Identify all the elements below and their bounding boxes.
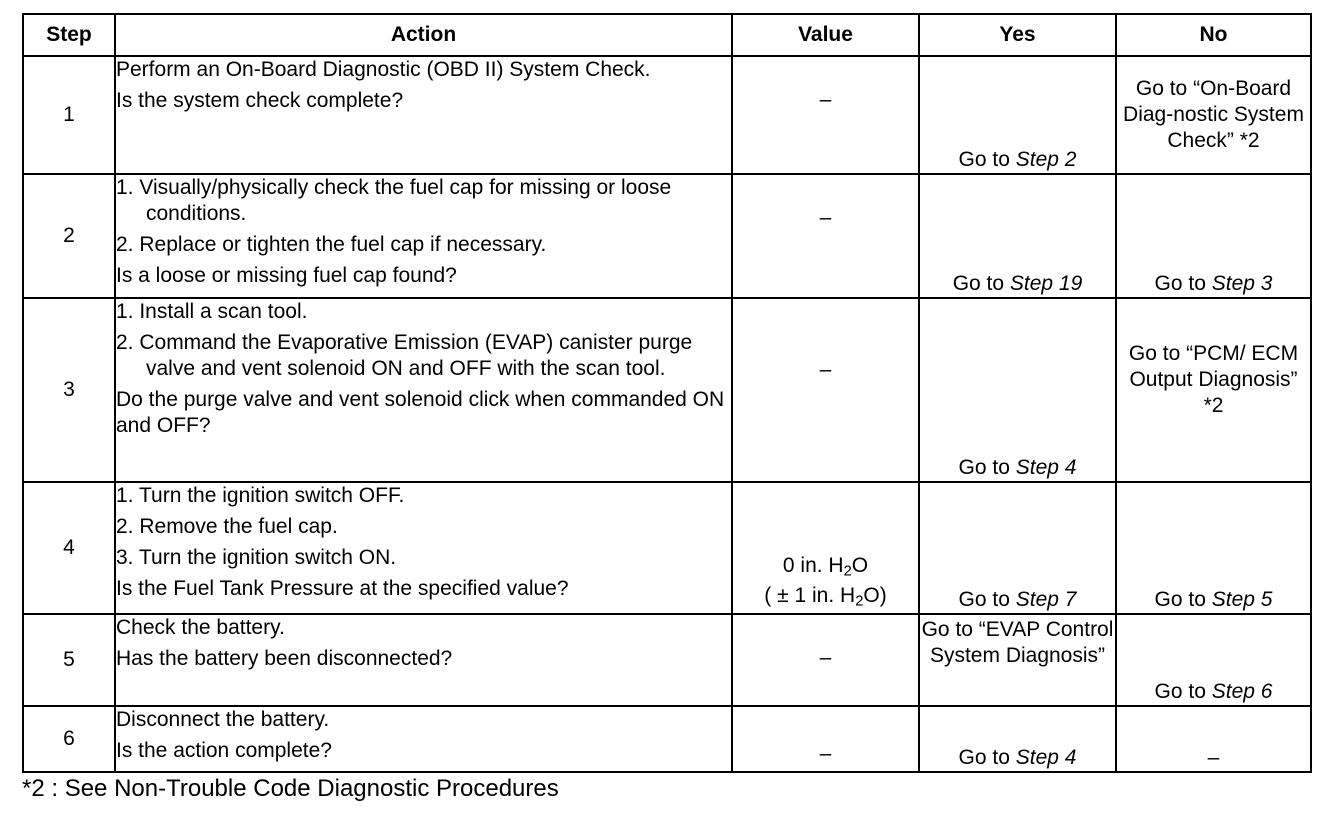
yes-cell [919,482,1116,614]
table-row [23,706,1311,772]
yes-step: Step 19 [1009,272,1083,295]
yes-cell [919,56,1116,174]
action-cell [115,298,732,482]
action-cell [115,482,732,614]
action-line: Is a loose or missing fuel cap found? [116,264,457,287]
no-cell: – [1116,706,1311,772]
yes-prefix: Go to [958,148,1016,171]
action-cell [115,56,732,174]
action-cell [115,706,732,772]
action-line: 2. Replace or tighten the fuel cap if necessary. [116,233,547,256]
no-step: Step 3 [1211,272,1273,295]
action-line: Is the system check complete? [116,89,404,112]
header-yes: Yes [919,14,1116,56]
table-row [23,482,1311,614]
header-no: No [1116,14,1311,56]
yes-step: Step 2 [1015,148,1077,171]
no-step: Step 5 [1211,588,1273,611]
action-cell [115,174,732,298]
no-prefix: Go to [1154,272,1212,295]
yes-cell [919,174,1116,298]
no-cell [1116,174,1311,298]
action-line: 1. Visually/physically check the fuel cap for missing or loose conditions. [116,176,672,225]
header-value: Value [732,14,919,56]
action-line: Disconnect the battery. [116,708,330,731]
action-cell [115,614,732,706]
footnote: *2 : See Non-Trouble Code Diagnostic Procedures [22,775,559,802]
table-row [23,298,1311,482]
step-number: 2 [23,174,115,298]
action-line: 1. Install a scan tool. [116,300,308,323]
action-line: Do the purge valve and vent solenoid click when commanded ON and OFF? [116,388,725,437]
action-line: Is the Fuel Tank Pressure at the specified value? [116,577,569,600]
table-row [23,614,1311,706]
yes-prefix: Go to [958,746,1016,769]
value-nominal: 0 in. $H_2O$ [782,554,869,580]
step-number: 3 [23,298,115,482]
no-cell [1116,482,1311,614]
table-row [23,174,1311,298]
action-line: Has the battery been disconnected? [116,647,453,670]
table-row [23,56,1311,174]
yes-cell [919,706,1116,772]
value-tolerance: ( ± 1 in. $H_2O$) [764,584,887,610]
yes-cell: Go to “EVAP Control System Diagnosis” [919,614,1116,706]
no-cell: Go to “PCM/ ECM Output Diagnosis” *2 [1116,298,1311,482]
yes-cell [919,298,1116,482]
no-cell: Go to “On-Board Diag-nostic System Check” *2 [1116,56,1311,174]
header-row [23,14,1311,56]
value-cell [732,482,919,614]
value-cell: – [732,56,919,174]
header-step: Step [23,14,115,56]
step-number: 6 [23,706,115,772]
action-line: 3. Turn the ignition switch ON. [116,546,397,569]
no-prefix: Go to [1154,588,1212,611]
step-number: 5 [23,614,115,706]
value-cell: – [732,706,919,772]
action-line: 1. Turn the ignition switch OFF. [116,484,405,507]
step-number: 4 [23,482,115,614]
yes-prefix: Go to [958,588,1016,611]
yes-step: Step 7 [1015,588,1077,611]
value-cell: – [732,298,919,482]
no-step: Step 6 [1211,680,1273,703]
value-cell: – [732,174,919,298]
action-line: 2. Command the Evaporative Emission (EVAP) canister purge valve and vent solenoid ON and OFF with the scan tool. [116,331,693,380]
action-line: Perform an On-Board Diagnostic (OBD II) System Check. [116,58,651,81]
yes-prefix: Go to [952,272,1010,295]
value-cell: – [732,614,919,706]
action-line: Is the action complete? [116,739,332,762]
yes-step: Step 4 [1015,746,1077,769]
step-number: 1 [23,56,115,174]
action-line: 2. Remove the fuel cap. [116,515,338,538]
no-prefix: Go to [1154,680,1212,703]
no-cell [1116,614,1311,706]
diagnostic-table [22,13,1312,773]
yes-prefix: Go to [958,456,1016,479]
yes-step: Step 4 [1015,456,1077,479]
action-line: Check the battery. [116,616,285,639]
header-action: Action [115,14,732,56]
